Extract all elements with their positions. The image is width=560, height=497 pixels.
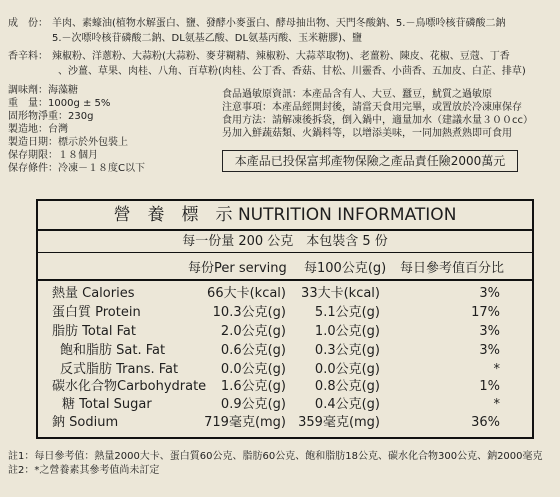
- header-daily-value: 每日參考值百分比: [400, 261, 505, 276]
- row-sodium-per-100g: 359毫克(mg): [298, 415, 380, 430]
- row-sugar-name: 糖 Total Sugar: [62, 397, 152, 412]
- row-carbohydrate-per-100g: 0.8公克(g): [314, 379, 380, 394]
- origin-info: 製造地：台灣: [8, 124, 68, 135]
- row-trans-fat-dv: *: [493, 362, 500, 377]
- row-sugar-per-100g: 0.4公克(g): [314, 397, 380, 412]
- row-trans-fat-per-100g: 0.0公克(g): [314, 362, 380, 377]
- row-total-fat-per-serving: 2.0公克(g): [220, 324, 286, 339]
- row-sat-fat-name: 飽和脂肪 Sat. Fat: [60, 343, 166, 358]
- header-per-serving: 每份Per serving: [188, 261, 287, 276]
- row-carbohydrate-per-serving: 1.6公克(g): [220, 379, 286, 394]
- row-sodium-dv: 36%: [471, 415, 500, 430]
- allergen-note: 食品過敏原資訊：本產品含有人、大豆、蠶豆，魷質之過敏原: [222, 89, 492, 100]
- row-sat-fat-per-serving: 0.6公克(g): [220, 343, 286, 358]
- row-protein-name: 蛋白質 Protein: [52, 305, 141, 320]
- spices-line-1: 辣椒粉、洋蔥粉、大蒜粉(大蒜粉、麥芽糊精、辣椒粉、大蒜萃取物)、老薑粉、陳皮、花椒、豆蔻、丁香: [52, 51, 510, 62]
- row-protein-per-serving: 10.3公克(g): [212, 305, 286, 320]
- row-sugar-per-serving: 0.9公克(g): [220, 397, 286, 412]
- row-calories-per-serving: 66大卡(kcal): [207, 286, 286, 301]
- sweetener-info: 調味劑：海藻糖: [8, 85, 78, 96]
- row-total-fat-name: 脂肪 Total Fat: [52, 324, 136, 339]
- spices-label: 香辛料：: [8, 51, 48, 62]
- row-total-fat-dv: 3%: [479, 324, 500, 339]
- insurance-box: 本產品已投保富邦產物保險之產品責任險2000萬元: [222, 150, 518, 172]
- shelf-life-info: 保存期限：１８個月: [8, 150, 98, 161]
- header-per-100g: 每100公克(g): [304, 261, 387, 276]
- solids-weight-info: 固形物淨重：230g: [8, 111, 94, 122]
- divider-title: [36, 229, 534, 231]
- spices-line-2: 、沙薑、草果、肉桂、八角、百草粉(肉桂、公丁香、香菇、甘松、川靈香、小茴香、五加皮、白芷、排草): [58, 66, 526, 77]
- serving-size: 每一份量 200 公克 本包裝含 5 份: [182, 234, 388, 249]
- footnote-1: 註1：每日參考值：熱量2000大卡、蛋白質60公克、脂肪60公克、飽和脂肪18公克、碳水化合物300公克、鈉2000毫克: [8, 451, 543, 462]
- weight-info: 重 量：1000g ± 5%: [8, 98, 111, 109]
- nutrition-title: 營 養 標 示 NUTRITION INFORMATION: [113, 205, 457, 225]
- row-carbohydrate-dv: 1%: [479, 379, 500, 394]
- row-sodium-name: 鈉 Sodium: [52, 415, 119, 430]
- divider-serving: [36, 252, 534, 253]
- ingredients-line-2: 5.－次嘌呤核苷磷酸二鈉、DL氨基乙酸、DL氨基丙酸、玉米糖膠)、鹽: [52, 33, 362, 44]
- row-calories-per-100g: 33大卡(kcal): [301, 286, 380, 301]
- row-calories-dv: 3%: [479, 286, 500, 301]
- manufacture-date-info: 製造日期：標示於外包裝上: [8, 137, 128, 148]
- usage-note: 食用方法：請解凍後拆袋，倒入鍋中，適量加水（建議水量３００cc）: [222, 115, 533, 126]
- usage-note-continued: 另加入鮮蔬菇類、火鍋料等，以增添美味，一同加熱煮熟即可食用: [222, 128, 512, 139]
- row-sat-fat-dv: 3%: [479, 343, 500, 358]
- row-sodium-per-serving: 719毫克(mg): [204, 415, 286, 430]
- row-total-fat-per-100g: 1.0公克(g): [314, 324, 380, 339]
- row-trans-fat-name: 反式脂肪 Trans. Fat: [60, 362, 179, 377]
- row-trans-fat-per-serving: 0.0公克(g): [220, 362, 286, 377]
- row-sat-fat-per-100g: 0.3公克(g): [314, 343, 380, 358]
- storage-info: 保存條件：冷凍－１８度C以下: [8, 163, 145, 174]
- divider-header: [36, 279, 534, 281]
- ingredients-label: 成 份：: [8, 18, 48, 29]
- ingredients-line-1: 羊肉、素蠔油(植物水解蛋白、鹽、發酵小麥蛋白、酵母抽出物、天門冬酸鈉、5.－鳥嘌呤核苷磷酸二鈉: [52, 18, 506, 29]
- row-carbohydrate-name: 碳水化合物Carbohydrate: [52, 379, 207, 394]
- caution-note: 注意事項：本產品經開封後，請當天食用完畢，或置放於冷凍庫保存: [222, 102, 522, 113]
- footnote-2: 註2：*之營養素其參考值尚未訂定: [8, 465, 160, 476]
- row-protein-per-100g: 5.1公克(g): [314, 305, 380, 320]
- row-protein-dv: 17%: [471, 305, 500, 320]
- row-calories-name: 熱量 Calories: [52, 286, 135, 301]
- row-sugar-dv: *: [493, 397, 500, 412]
